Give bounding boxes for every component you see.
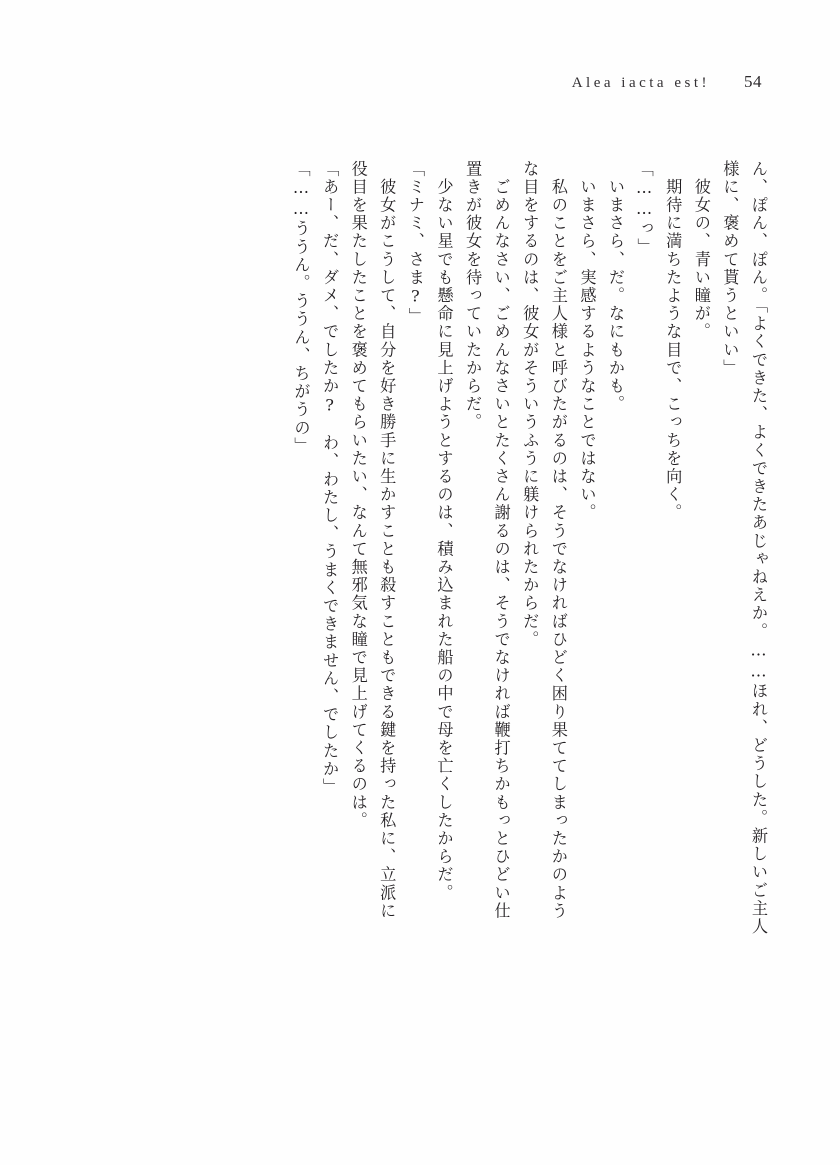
page-number: 54 — [744, 72, 762, 91]
text-line: ん、ぽん、ぽん。「よくできた、よくできたあじゃねえか。……ほれ、どうした。新しいご主人 — [749, 160, 768, 936]
running-title: Alea iacta est! — [571, 75, 710, 91]
text-line: 様に、褒めて貰うといい」 — [720, 160, 740, 378]
running-header — [572, 72, 762, 92]
text-line: 私のことをご主人様と呼びたがるのは、そうでなければひどく困り果ててしまったかのよう — [548, 160, 568, 921]
text-line: な目をするのは、彼女がそういうふうに躾けられたからだ。 — [520, 160, 540, 649]
text-line: 「ミナミ、さま?」 — [405, 160, 425, 326]
text-line: ごめんなさい、ごめんなさいとたくさん謝るのは、そうでなければ鞭打ちかもっとひどい仕 — [491, 160, 511, 921]
text-line: いまさら、実感するようなことではない。 — [577, 160, 597, 522]
text-line: 「あー、だ、ダメ、でしたか? わ、わたし、うまくできません、でしたか」 — [320, 160, 340, 797]
text-line: 彼女がこうして、自分を好き勝手に生かすことも殺すこともできる鍵を持った私に、立派に — [377, 160, 397, 921]
text-line: 「……っ」 — [634, 160, 654, 257]
text-line: 「……ううん。ううん、ちがうの」 — [291, 160, 311, 456]
text-line: 期待に満ちたような目で、こっちを向く。 — [663, 160, 683, 522]
text-line: 彼女の、青い瞳が。 — [691, 160, 711, 341]
text-line: 少ない星でも懸命に見上げようとするのは、積み込まれた船の中で母を亡くしたからだ。 — [434, 160, 454, 903]
page-body — [120, 160, 766, 1060]
text-line: 役目を果たしたことを褒めてもらいたい、なんて無邪気な瞳で見上げてくるのは。 — [348, 160, 368, 830]
text-line: いまさら、だ。なにもかも。 — [606, 160, 626, 414]
text-line: 置きが彼女を待っていたからだ。 — [463, 160, 483, 432]
